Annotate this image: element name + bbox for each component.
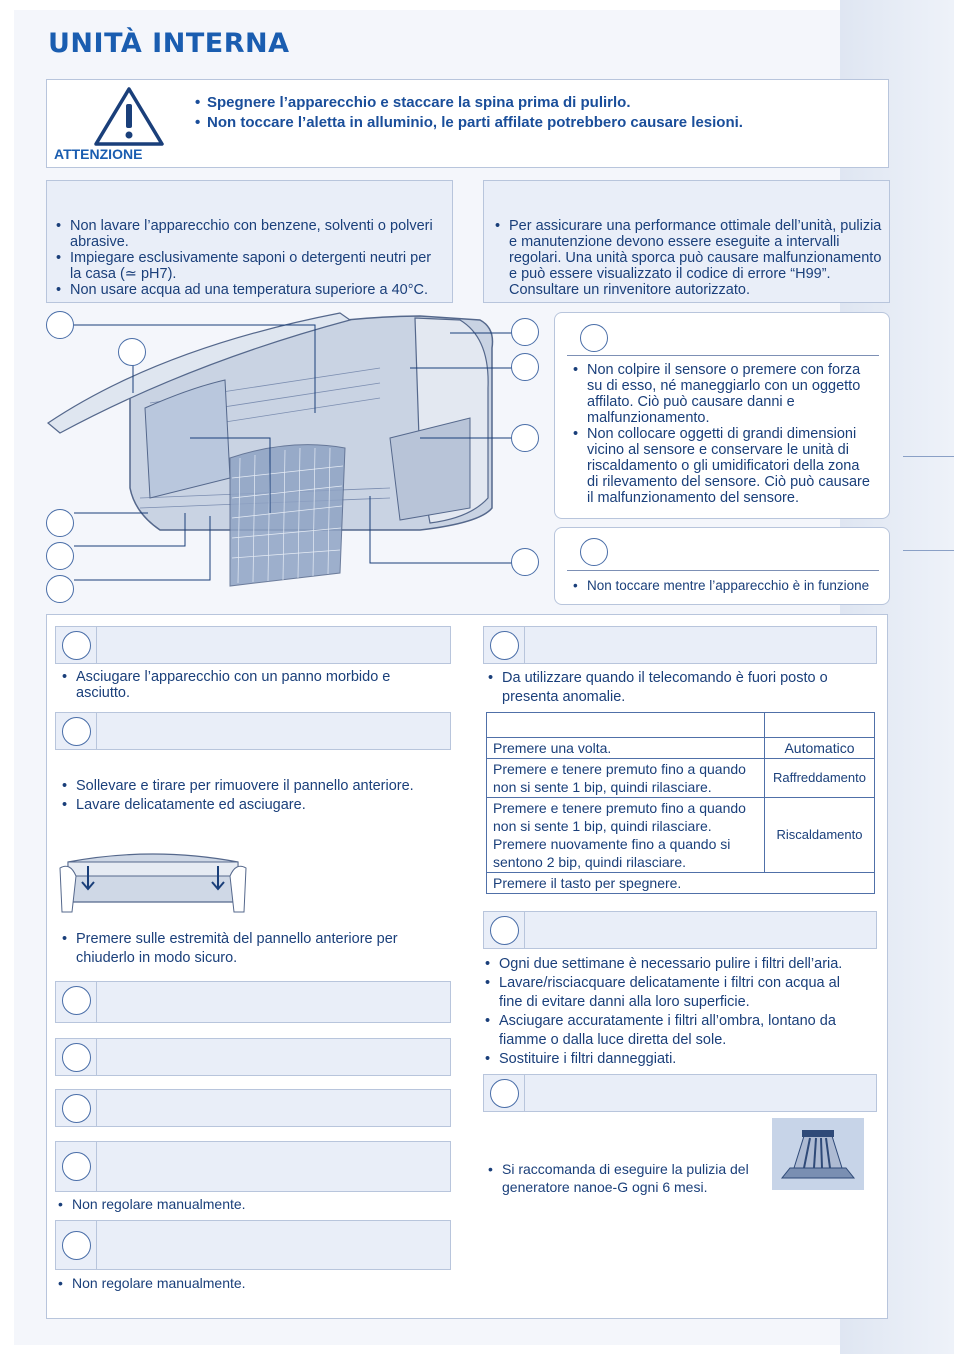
header-divider bbox=[524, 1075, 525, 1111]
caution-box-left bbox=[46, 180, 453, 303]
table-row bbox=[487, 873, 875, 894]
header-divider bbox=[96, 1090, 97, 1126]
list-item: • Premere sulle estremità del pannello anteriore per chiuderlo in modo sicuro. bbox=[60, 930, 440, 968]
callout-circle bbox=[511, 353, 539, 381]
table-cell: Premere e tenere premuto fino a quando non si sente 1 bip, quindi rilasciare. bbox=[487, 759, 765, 798]
warning-box bbox=[46, 79, 889, 168]
table-header-row bbox=[487, 713, 875, 738]
list-item: • Per assicurare una performance ottimale dell’unità, pulizia e manutenzione devono essere eseguite a intervalli regolari. Una unità sporca può causare malfunzionamento e può essere visualizzato il codice di errore “H99”. Consultare un rinvenitore autorizzato. bbox=[493, 218, 883, 298]
list-item: • Sollevare e tirare per rimuovere il pannello anteriore. bbox=[60, 778, 440, 794]
table-row bbox=[487, 738, 875, 759]
callout-circle bbox=[511, 548, 539, 576]
page-title: UNITÀ INTERNA bbox=[48, 28, 290, 59]
callout-circle bbox=[511, 424, 539, 452]
callout-circle bbox=[46, 311, 74, 339]
list-item: • Non lavare l’apparecchio con benzene, solventi o polveri abrasive. bbox=[54, 218, 444, 250]
header-divider bbox=[96, 1039, 97, 1075]
nanoe-generator-illustration bbox=[772, 1118, 864, 1190]
callout-circle bbox=[118, 338, 146, 366]
sensor-panel bbox=[554, 312, 890, 519]
table-cell bbox=[765, 873, 875, 894]
list-item: • Asciugare l’apparecchio con un panno morbido e asciutto. bbox=[60, 669, 440, 701]
front-panel-close-illustration bbox=[58, 842, 248, 922]
callout-circle bbox=[46, 509, 74, 537]
table-cell bbox=[487, 713, 765, 738]
section-circle bbox=[62, 631, 91, 660]
section-circle bbox=[62, 1152, 91, 1181]
callout-circle bbox=[46, 575, 74, 603]
horizontal-louver-list bbox=[56, 1275, 436, 1291]
table-cell bbox=[765, 713, 875, 738]
nanoe-header bbox=[483, 1074, 877, 1112]
header-divider bbox=[96, 713, 97, 749]
callout-circle bbox=[511, 318, 539, 346]
divider bbox=[567, 355, 879, 356]
horizontal-louver-header bbox=[55, 1220, 451, 1270]
header-divider bbox=[96, 1142, 97, 1191]
table-row bbox=[487, 759, 875, 798]
warning-label: ATTENZIONE bbox=[54, 146, 143, 162]
section-circle bbox=[62, 1043, 91, 1072]
section-circle bbox=[490, 631, 519, 660]
header-divider bbox=[96, 1221, 97, 1269]
table-row bbox=[487, 798, 875, 873]
main-unit-header bbox=[55, 626, 451, 664]
indoor-unit-illustration bbox=[40, 308, 550, 603]
list-item: • Asciugare accuratamente i filtri all’ombra, lontano da fiamme o dalla luce diretta del sole. bbox=[483, 1012, 863, 1050]
list-item: • Non regolare manualmente. bbox=[56, 1196, 436, 1212]
list-item: • Non usare acqua ad una temperatura superiore a 40°C. bbox=[54, 282, 444, 298]
sensor-list bbox=[571, 362, 871, 506]
section-circle bbox=[580, 538, 608, 566]
list-item: • Ogni due settimane è necessario pulire i filtri dell’aria. bbox=[483, 955, 863, 974]
front-panel-close-list bbox=[60, 930, 440, 968]
auto-switch-header bbox=[483, 626, 877, 664]
nanoe-list bbox=[486, 1160, 756, 1196]
air-filters-header bbox=[483, 911, 877, 949]
table-cell: Premere una volta. bbox=[487, 738, 765, 759]
section-circle bbox=[490, 1079, 519, 1108]
table-cell: Riscaldamento bbox=[765, 798, 875, 873]
caution-box-right bbox=[483, 180, 890, 303]
section-header bbox=[55, 981, 451, 1023]
main-unit-list bbox=[60, 669, 440, 701]
section-circle bbox=[580, 324, 608, 352]
list-item: • Non toccare mentre l’apparecchio è in funzione bbox=[571, 578, 891, 594]
section-circle bbox=[62, 1094, 91, 1123]
section-header bbox=[55, 1089, 451, 1127]
page-tab-line bbox=[903, 550, 954, 551]
header-divider bbox=[96, 627, 97, 663]
section-circle bbox=[62, 717, 91, 746]
front-panel-header bbox=[55, 712, 451, 750]
list-item: • Si raccomanda di eseguire la pulizia del generatore nanoe-G ogni 6 mesi. bbox=[486, 1160, 756, 1196]
table-cell: Premere e tenere premuto fino a quando non si sente 1 bip, quindi rilasciare. Premere nuovamente fino a quando si sentono 2 bip, quindi rilasciare. bbox=[487, 798, 765, 873]
warning-list bbox=[195, 93, 835, 133]
list-item: • Da utilizzare quando il telecomando è fuori posto o presenta anomalie. bbox=[486, 669, 856, 707]
section-circle bbox=[62, 986, 91, 1015]
operating-panel bbox=[554, 527, 890, 605]
header-divider bbox=[96, 982, 97, 1022]
list-item: • Lavare/risciacquare delicatamente i filtri con acqua al fine di evitare danni alla loro superficie. bbox=[483, 974, 863, 1012]
list-item: • Non regolare manualmente. bbox=[56, 1275, 436, 1291]
section-header bbox=[55, 1038, 451, 1076]
callout-circle bbox=[46, 542, 74, 570]
air-filters-list bbox=[483, 955, 863, 1069]
header-divider bbox=[524, 627, 525, 663]
section-circle bbox=[62, 1231, 91, 1260]
divider bbox=[567, 570, 879, 571]
table-cell: Raffreddamento bbox=[765, 759, 875, 798]
list-item: • Sostituire i filtri danneggiati. bbox=[483, 1050, 863, 1069]
warning-item: • Non toccare l’aletta in alluminio, le parti affilate potrebbero causare lesioni. bbox=[195, 114, 743, 131]
page-tab-line bbox=[903, 456, 954, 457]
vertical-louver-header bbox=[55, 1141, 451, 1192]
warning-triangle-icon bbox=[93, 86, 165, 148]
table-cell: Premere il tasto per spegnere. bbox=[487, 873, 765, 894]
auto-switch-table bbox=[486, 712, 875, 894]
caution-left-list bbox=[54, 218, 444, 298]
list-item: • Impiegare esclusivamente saponi o detergenti neutri per la casa (≃ pH7). bbox=[54, 250, 444, 282]
header-divider bbox=[524, 912, 525, 948]
front-panel-list bbox=[60, 778, 440, 813]
operating-list bbox=[571, 578, 891, 594]
caution-right-list bbox=[493, 218, 883, 298]
table-cell: Automatico bbox=[765, 738, 875, 759]
list-item: • Lavare delicatamente ed asciugare. bbox=[60, 797, 440, 813]
section-circle bbox=[490, 916, 519, 945]
list-item: • Non colpire il sensore o premere con forza su di esso, né maneggiarlo con un oggetto affilato. Ciò può causare danni e malfunzionamento. bbox=[571, 362, 871, 426]
vertical-louver-list bbox=[56, 1196, 436, 1212]
auto-switch-list bbox=[486, 669, 856, 707]
list-item: • Non collocare oggetti di grandi dimensioni vicino al sensore e conservare le unità di riscaldamento o gli umidificatori della zona di rilevamento del sensore. Ciò può causare il malfunzionamento del sensore. bbox=[571, 426, 871, 506]
warning-item: • Spegnere l’apparecchio e staccare la spina prima di pulirlo. bbox=[195, 94, 631, 111]
